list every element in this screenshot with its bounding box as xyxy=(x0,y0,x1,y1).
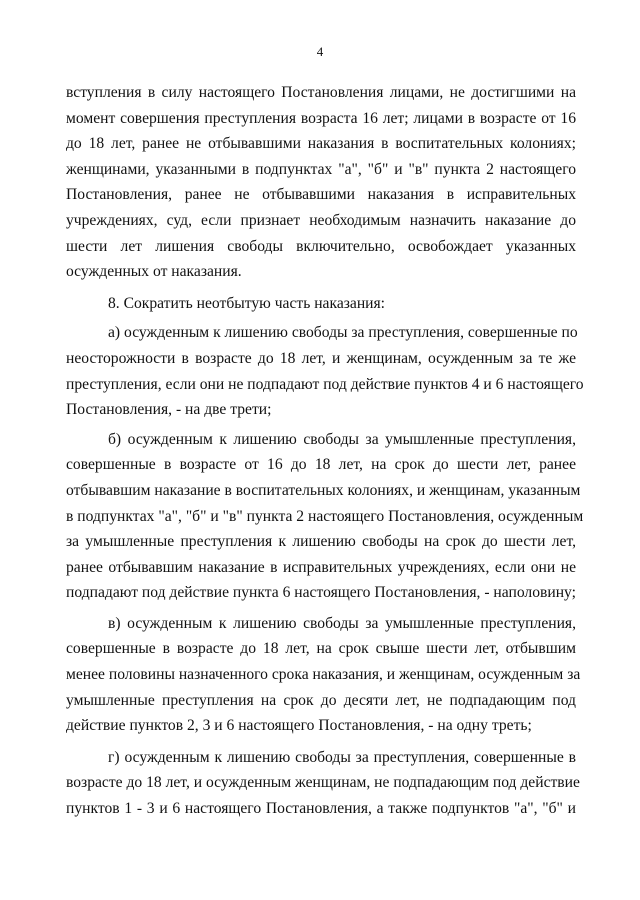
text-line: совершенные в возрасте до 18 лет, на срок свыше шести лет, отбывшим xyxy=(66,640,576,658)
text-line: совершенные в возрасте от 16 до 18 лет, на срок до шести лет, ранее xyxy=(66,456,576,474)
text-line: Постановления, ранее не отбывавшими наказания в исправительных xyxy=(66,186,576,204)
text-line: в подпунктах "а", "б" и "в" пункта 2 настоящего Постановления, осужденным xyxy=(66,507,584,525)
text-line: менее половины назначенного срока наказания, и женщинам, осужденным за xyxy=(66,666,581,684)
body-text xyxy=(66,80,584,822)
text-line: в) осужденным к лишению свободы за умышленные преступления, xyxy=(108,614,576,632)
text-line: за умышленные преступления к лишению свободы на срок до шести лет, xyxy=(66,533,576,551)
text-line: до 18 лет, ранее не отбывавшими наказания в воспитательных колониях; xyxy=(66,135,576,153)
text-line: преступления, если они не подпадают под действие пунктов 4 и 6 настоящего xyxy=(66,375,584,393)
text-line: умышленные преступления на срок до десяти лет, не подпадающим под xyxy=(66,691,576,709)
text-line: возрасте до 18 лет, и осужденным женщинам, не подпадающим под действие xyxy=(66,774,580,792)
text-line: 8. Сократить неотбытую часть наказания: xyxy=(108,294,386,312)
text-line: пунктов 1 - 3 и 6 настоящего Постановления, а также подпунктов "а", "б" и xyxy=(66,800,576,818)
text-line: отбывавшим наказание в воспитательных колониях, и женщинам, указанным xyxy=(66,481,581,499)
text-line: действие пунктов 2, 3 и 6 настоящего Постановления, - на одну треть; xyxy=(66,717,532,735)
text-line: осужденных от наказания. xyxy=(66,263,242,281)
text-line: б) осужденным к лишению свободы за умышленные преступления, xyxy=(108,430,576,448)
text-line: шести лет лишения свободы включительно, освобождает указанных xyxy=(66,237,576,255)
text-line: учреждениях, суд, если признает необходимым назначить наказание до xyxy=(66,211,576,229)
text-line: г) осужденным к лишению свободы за преступления, совершенные в xyxy=(108,748,576,766)
text-line: а) осужденным к лишению свободы за преступления, совершенные по xyxy=(108,324,578,342)
text-line: неосторожности в возрасте до 18 лет, и женщинам, осужденным за те же xyxy=(66,349,576,367)
text-line: женщинами, указанными в подпунктах "а", "б" и "в" пункта 2 настоящего xyxy=(66,160,576,178)
text-line: Постановления, - на две трети; xyxy=(66,401,272,419)
text-line: вступления в силу настоящего Постановления лицами, не достигшими на xyxy=(66,84,576,101)
text-line: подпадают под действие пункта 6 настоящего Постановления, - наполовину; xyxy=(66,584,576,602)
text-line: ранее отбывавшим наказание в исправительных учреждениях, если они не xyxy=(66,558,576,576)
page-number: 4 xyxy=(316,44,324,59)
text-line: момент совершения преступления возраста 16 лет; лицами в возрасте от 16 xyxy=(66,109,576,127)
